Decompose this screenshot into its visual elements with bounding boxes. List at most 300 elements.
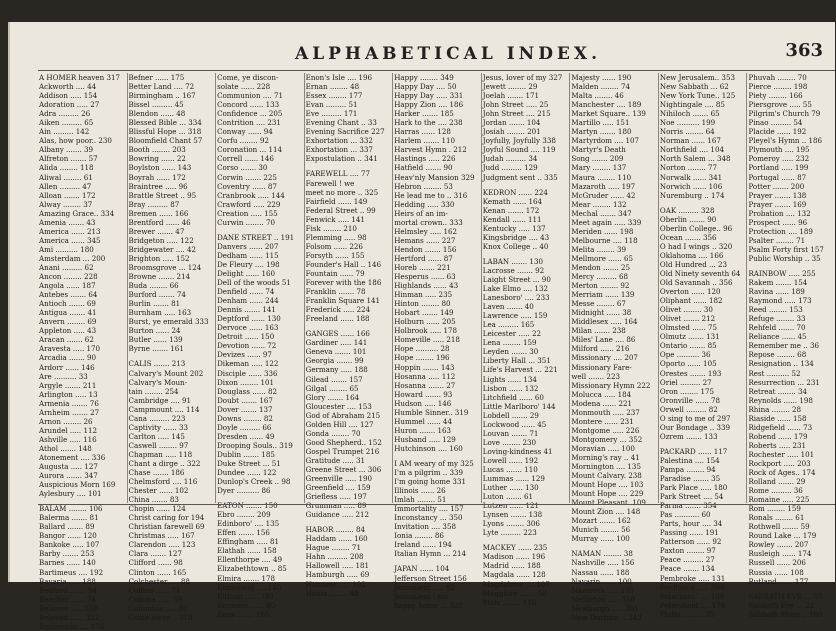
- index-entry: Aliwal ........ 61: [39, 172, 93, 182]
- index-entry: Reynolds ...... 198: [748, 395, 813, 405]
- index-entry: Norris ........ 64: [659, 127, 715, 137]
- index-entry: Hobart ....... 149: [394, 308, 454, 318]
- index-entry: Mechal ....... 347: [571, 208, 632, 218]
- index-entry: I AM weary of my 325: [394, 458, 474, 468]
- index-entry: Dennis ....... 141: [217, 305, 276, 315]
- index-entry: Bloomfield Chant 57: [128, 136, 203, 146]
- index-entry: Hants ........ 48: [305, 588, 359, 598]
- index-entry: Lake Elmo .... 132: [482, 284, 548, 294]
- index-entry: Rochester ..... 101: [748, 449, 815, 459]
- index-entry: Paxton ........ 97: [659, 546, 716, 556]
- index-entry: Rome ......... 36: [748, 486, 803, 496]
- index-entry: Glory ....... 164: [305, 392, 360, 402]
- index-entry: Overton ...... 120: [659, 287, 721, 297]
- index-entry: Athol ....... 148: [39, 443, 92, 453]
- index-entry: Riaside ...... 158: [748, 413, 807, 423]
- index-entry: Malden ........ 74: [571, 82, 630, 92]
- index-entry: Amazing Grace.. 334: [39, 208, 115, 218]
- index-entry: Hanover ..... 102: [305, 579, 366, 589]
- index-entry: Palestina .... 154: [659, 455, 720, 465]
- index-entry: Horeb ....... 221: [394, 262, 451, 272]
- index-entry: Collins ...... 71: [128, 585, 181, 595]
- index-entry: Christmas ..... 167: [128, 531, 195, 541]
- index-entry: Liberty Hall ... 351: [482, 356, 551, 366]
- index-entry: Franklin Square 141: [305, 296, 381, 306]
- index-entry: Hummel ...... 44: [394, 416, 452, 426]
- index-entry: Parts, hour .... 34: [659, 519, 723, 529]
- index-entry: Maggiore ....... 56: [482, 588, 547, 598]
- index-entry: Piersgrove ..... 55: [748, 100, 812, 110]
- index-entry: Blissful Hope ... 318: [128, 127, 202, 137]
- index-entry: John Street .... 215: [482, 109, 551, 119]
- index-entry: Hesperus ...... 63: [394, 272, 456, 282]
- index-entry: John Street ..... 25: [482, 100, 549, 110]
- index-entry: Better Land .... 72: [128, 82, 195, 92]
- index-entry: Lyte ......... 223: [482, 528, 537, 538]
- index-entry: Norwalk ...... 341: [659, 172, 723, 182]
- index-entry: Rockport ..... 203: [748, 458, 811, 468]
- index-entry: Hope .......... 28: [394, 344, 450, 354]
- index-entry: Bremen ...... 166: [128, 208, 189, 218]
- index-entry: mortal crown.. 333: [394, 217, 463, 227]
- index-entry: Alloan ....... 172: [39, 190, 96, 200]
- index-entry: Oporto ...... 105: [659, 359, 717, 369]
- index-entry: Life's Harvest ... 221: [482, 365, 558, 375]
- index-entry: Olmsted ...... 75: [659, 323, 717, 333]
- index-entry: Old Ninety seventh 64: [659, 268, 741, 278]
- index-entry: Humble Sinner.. 319: [394, 407, 469, 417]
- index-entry: Hertford ...... 87: [394, 253, 453, 263]
- index-entry: God of Abraham 215: [305, 410, 381, 420]
- index-entry: Chelmsford .... 116: [128, 477, 198, 487]
- index-entry: Dresden ...... 49: [217, 431, 275, 441]
- index-entry: PACKARD ...... 117: [659, 446, 728, 456]
- index-entry: Mount Hope .... 103: [571, 480, 644, 490]
- index-entry: JAPAN ...... 104: [394, 564, 450, 574]
- index-entry: Mozart ....... 162: [571, 516, 631, 526]
- index-entry: Germany ..... 188: [305, 365, 368, 375]
- index-entry: Barby ....... 253: [39, 549, 95, 559]
- index-entry: Balerma ....... 81: [39, 513, 99, 523]
- index-entry: LABAN ....... 130: [482, 256, 543, 266]
- index-entry: Ain ......... 142: [39, 127, 90, 137]
- index-entry: Russell ...... 206: [748, 558, 806, 568]
- index-entry: Guidance ..... 212: [305, 510, 369, 520]
- index-entry: Missionary .... 207: [571, 353, 638, 363]
- index-entry: Arcadia ....... 90: [39, 353, 97, 363]
- index-entry: Doubt ....... 167: [217, 395, 273, 405]
- index-entry: Cranbrook ..... 144: [217, 190, 285, 200]
- index-entry: Christian farewell 69: [128, 522, 205, 532]
- index-entry: Mount Hope .... 229: [571, 489, 644, 499]
- index-entry: Lanesboro' .... 233: [482, 293, 550, 303]
- index-entry: Mear ........ 132: [571, 199, 627, 209]
- index-entry: Nightingale .... 85: [659, 100, 725, 110]
- index-entry: Hebron ........ 53: [394, 181, 453, 191]
- index-entry: Conway ...... 94: [217, 127, 273, 137]
- index-entry: Hendon ....... 156: [394, 244, 457, 254]
- index-entry: Fountain ...... 79: [305, 268, 365, 278]
- index-entry: Nettleton ..... 350: [571, 594, 635, 604]
- index-entry: Hudson ..... 146: [394, 398, 452, 408]
- index-entry: Orwell ......... 82: [659, 404, 718, 414]
- index-column: [481, 73, 571, 607]
- index-entry: Imlah ........ 51: [394, 495, 447, 505]
- index-entry: Rest .......... 52: [748, 368, 801, 378]
- index-entry: Rhina ........ 28: [748, 404, 801, 414]
- index-entry: Elmswood .... 140: [217, 582, 282, 592]
- index-entry: Happy Day ..... 331: [394, 91, 464, 101]
- index-entry: Angola ...... 187: [39, 281, 96, 291]
- index-entry: Joyfully, Joyfully 338: [482, 136, 556, 146]
- index-entry: Rom ........ 159: [748, 504, 801, 514]
- index-entry: Messe ........ 67: [571, 299, 626, 309]
- index-entry: Harlem ....... 110: [394, 136, 456, 146]
- index-entry: Edinboro' .... 135: [217, 519, 280, 529]
- index-entry: Nazareth ..... 135: [571, 585, 635, 595]
- index-entry: Armenia ....... 76: [39, 398, 99, 408]
- index-entry: Louvan ....... 71: [482, 428, 539, 438]
- index-entry: Harker ....... 185: [394, 109, 454, 119]
- index-entry: Lobdell ....... 29: [482, 410, 539, 420]
- index-entry: Milan ....... 238: [571, 326, 626, 336]
- index-entry: Doyle ......... 66: [217, 422, 272, 432]
- index-entry: Corso ....... 30: [217, 163, 268, 173]
- index-entry: Portland ..... 199: [748, 163, 809, 173]
- index-entry: Evan ......... 51: [305, 100, 358, 110]
- index-entry: Exhortation ... 337: [305, 145, 373, 155]
- index-entry: Oberlin ....... 90: [659, 214, 717, 224]
- index-entry: I'm going home 331: [394, 477, 466, 487]
- index-entry: Campmount .... 114: [128, 404, 200, 414]
- index-entry: Hallowell ..... 181: [305, 561, 370, 571]
- index-entry: Christ caring for 194: [128, 513, 205, 523]
- index-entry: Milford ...... 216: [571, 344, 630, 354]
- index-entry: GANGES ...... 166: [305, 329, 370, 339]
- index-entry: Boyrah ...... 172: [128, 172, 186, 182]
- index-entry: Hemans ...... 227: [394, 235, 456, 245]
- index-entry: Benevento .... 176: [39, 621, 105, 631]
- index-entry: Manchester .... 189: [571, 100, 642, 110]
- index-entry: Rock of Ages.. 174: [748, 468, 816, 478]
- index-entry: Deptford ...... 130: [217, 314, 281, 324]
- index-entry: Hedding ..... 330: [394, 199, 455, 209]
- index-entry: Barnes ...... 140: [39, 558, 96, 568]
- index-entry: Hoppin ....... 143: [394, 362, 455, 372]
- index-entry: Gilead ....... 157: [305, 374, 363, 384]
- index-entry: Fenwick ..... 141: [305, 214, 365, 224]
- index-entry: Antebes ....... 64: [39, 290, 98, 300]
- index-entry: O had I wings .. 320: [659, 241, 733, 251]
- index-entry: Orestes ....... 193: [659, 368, 722, 378]
- index-entry: Jordan ....... 104: [482, 118, 541, 128]
- index-entry: Resignation .. 134: [748, 359, 814, 369]
- index-entry: KEDRON ...... 224: [482, 187, 548, 197]
- index-entry: Majesty ...... 190: [571, 73, 632, 82]
- index-entry: Round Lake ... 179: [748, 531, 817, 541]
- index-entry: Dunlop's Creek .. 98: [217, 477, 291, 487]
- index-entry: Lowell ...... 192: [482, 455, 539, 465]
- index-entry: Arundel ..... 112: [39, 425, 97, 435]
- index-entry: Philip ......... 35: [659, 609, 715, 619]
- index-entry: Aurora ....... 347: [39, 471, 98, 481]
- index-entry: Farewell ! we: [305, 178, 355, 188]
- index-entry: Bedford ....... 94: [39, 585, 98, 595]
- index-entry: Monmouth ..... 237: [571, 407, 640, 417]
- index-entry: Buda ........ 66: [128, 281, 179, 291]
- index-entry: Georgia ....... 99: [305, 356, 364, 366]
- index-entry: Bray ......... 87: [128, 199, 180, 209]
- index-entry: Hosanna ..... 112: [394, 371, 456, 381]
- index-entry: Dundee ...... 122: [217, 468, 277, 478]
- index-entry: O sing to me of 297: [659, 413, 731, 423]
- index-entry: Gratitude ..... 31: [305, 455, 366, 465]
- index-entry: Lyons ........ 306: [482, 519, 540, 529]
- index-entry: Invitation .... 358: [394, 522, 456, 532]
- index-entry: America ...... 345: [39, 235, 101, 245]
- index-entry: Greene Street ... 306: [305, 464, 382, 474]
- index-entry: Pas ........... 60: [659, 510, 711, 520]
- index-entry: Rutland ...... 177: [748, 576, 809, 586]
- index-entry: Byrne ....... 161: [128, 344, 184, 354]
- index-entry: Ancon ........ 228: [39, 272, 98, 282]
- index-entry: Lacrosse ....... 92: [482, 265, 545, 275]
- footer-rule: [38, 504, 835, 505]
- index-entry: Passing ...... 191: [659, 528, 719, 538]
- index-entry: Martyr's Death: [571, 145, 626, 155]
- index-entry: Jesus, lover of my 327: [482, 73, 563, 82]
- index-entry: Ami .......... 180: [39, 244, 94, 254]
- index-column: [215, 73, 305, 619]
- index-entry: Evening Sacrifice 227: [305, 127, 385, 137]
- index-entry: Reed ........ 153: [748, 305, 803, 315]
- index-entry: Josiah ........ 201: [482, 127, 541, 137]
- index-entry: Old Hundred ... 23: [659, 259, 728, 269]
- index-entry: Dikeman ..... 122: [217, 359, 279, 369]
- index-entry: Coronation ... 114: [217, 145, 283, 155]
- index-entry: Rothwell ....... 59: [748, 522, 810, 532]
- index-entry: Pembroke ..... 131: [659, 573, 726, 583]
- index-entry: Beloved ...... 322: [39, 612, 100, 622]
- index-entry: Ozrem ....... 133: [659, 431, 718, 441]
- index-entry: Gospel Trumpet 216: [305, 446, 380, 456]
- index-entry: Merriam ...... 139: [571, 290, 635, 300]
- index-entry: Bartimeus .... 192: [39, 567, 104, 577]
- index-entry: Booth ........ 203: [128, 145, 186, 155]
- index-entry: Martyn ....... 180: [571, 127, 632, 137]
- index-entry: Maura ........ 110: [571, 172, 632, 182]
- index-entry: Oronville ...... 78: [659, 395, 720, 405]
- index-entry: Jerusalem ! my: [394, 591, 449, 601]
- index-entry: Martillo ..... 151: [571, 118, 630, 128]
- index-entry: Remember me .. 36: [748, 341, 819, 351]
- index-entry: Haddam ...... 160: [305, 534, 368, 544]
- index-entry: Lynsen ....... 138: [482, 510, 543, 520]
- index-entry: De Fleury .... 198: [217, 259, 280, 269]
- index-entry: Franklin ....... 78: [305, 287, 366, 297]
- index-column: [569, 73, 659, 622]
- index-entry: BALAM ........ 106: [39, 504, 103, 514]
- index-entry: Helmsley ..... 162: [394, 226, 458, 236]
- index-entry: Dell of the woods 51: [217, 278, 291, 288]
- index-entry: Chant a dirge .. 322: [128, 458, 201, 468]
- index-entry: Burlin ....... 81: [128, 299, 181, 309]
- index-entry: CALIS ....... 213: [128, 359, 186, 369]
- index-entry: well ....... 223: [571, 371, 620, 381]
- index-entry: Coloma ...... 59: [128, 594, 183, 604]
- index-entry: New Durham .. 343: [571, 612, 642, 622]
- index-entry: Prayer ....... 169: [748, 199, 807, 209]
- index-entry: Jefferson Street 156: [394, 573, 467, 583]
- index-entry: Kemath ...... 164: [482, 196, 543, 206]
- index-entry: Corwin ....... 225: [217, 172, 277, 182]
- index-entry: Come, ye discon-: [217, 73, 279, 82]
- index-entry: EATON ....... 150: [217, 501, 278, 511]
- index-entry: Expostulation .. 341: [305, 154, 378, 164]
- index-entry: Caswell ........ 97: [128, 440, 189, 450]
- index-entry: China ....... 83: [128, 495, 179, 505]
- index-entry: Madrid ...... 188: [482, 561, 541, 571]
- index-entry: Contrition .... 231: [217, 118, 281, 128]
- index-entry: Mendon ....... 25: [571, 262, 631, 272]
- index-entry: Gonda ........ 70: [305, 428, 361, 438]
- index-entry: Resurrection ... 231: [748, 377, 820, 387]
- index-entry: Mount Calvary. 238: [571, 471, 642, 481]
- index-entry: Malta ........ 46: [571, 91, 624, 101]
- index-entry: Federal Street .. 99: [305, 205, 376, 215]
- index-entry: Dover ....... 137: [217, 404, 273, 414]
- index-entry: meet no more .. 325: [305, 187, 379, 197]
- index-entry: Missionary Fare-: [571, 362, 632, 372]
- index-entry: Ronals ........ 61: [748, 513, 805, 523]
- index-entry: Old Savannah .. 356: [659, 278, 733, 288]
- index-entry: Sabbath Eve ... 22: [748, 600, 815, 610]
- index-entry: Magdala ...... 128: [482, 570, 546, 580]
- index-entry: Boylston ...... 143: [128, 163, 192, 173]
- index-entry: Laight Street ... 90: [482, 274, 551, 284]
- index-entry: Arnon ........ 26: [39, 416, 93, 426]
- index-page: [8, 22, 835, 631]
- index-entry: Hague ........ 71: [305, 543, 361, 553]
- index-entry: Olivet ........ 30: [659, 305, 713, 315]
- index-entry: New Jerusalem.. 353: [659, 73, 735, 82]
- index-entry: Denham ...... 244: [217, 296, 279, 306]
- index-entry: Protection .... 189: [748, 226, 813, 236]
- index-entry: Bridgeton ..... 122: [128, 235, 194, 245]
- index-entry: Correll ...... 146: [217, 154, 274, 164]
- index-entry: Lucas ....... 110: [482, 464, 538, 474]
- index-entry: Montgome ..... 226: [571, 425, 640, 435]
- index-entry: Alida ........ 118: [39, 163, 94, 173]
- index-entry: Greenville ..... 190: [305, 474, 373, 484]
- index-entry: Kingsbridge .... 43: [482, 232, 550, 242]
- index-entry: NAMAN ........ 38: [571, 549, 633, 559]
- index-entry: Danvers ...... 207: [217, 241, 279, 251]
- index-entry: Chapman ..... 118: [128, 449, 193, 459]
- index-entry: Pinao ......... 54: [748, 118, 803, 128]
- index-entry: Mount Zion .... 148: [571, 507, 641, 517]
- index-entry: Bissel ......... 45: [128, 100, 184, 110]
- index-entry: Braintree ..... 96: [128, 181, 188, 191]
- index-entry: Laven ....... 40: [482, 302, 534, 312]
- index-entry: Fairfield ...... 149: [305, 196, 368, 206]
- index-entry: Anani ......... 62: [39, 262, 94, 272]
- index-entry: Noe .......... 199: [659, 118, 716, 128]
- index-entry: Gloucester .... 153: [305, 401, 372, 411]
- index-entry: Mount Pleasant. 109: [571, 498, 646, 508]
- index-entry: Nashville ..... 156: [571, 558, 635, 568]
- index-entry: Antioch ....... 69: [39, 299, 96, 309]
- index-entry: Jewett ........ 29: [482, 82, 538, 92]
- index-entry: Lights ...... 134: [482, 374, 537, 384]
- index-entry: Huron ....... 163: [394, 425, 452, 435]
- index-entry: Birmingham .. 167: [128, 91, 196, 101]
- index-entry: Judah ......... 34: [482, 154, 538, 164]
- index-entry: Are .......... 33: [39, 371, 88, 381]
- index-entry: Essex ........ 177: [305, 91, 363, 101]
- index-columns: [38, 73, 835, 631]
- index-entry: Happy Zion .... 186: [394, 100, 464, 110]
- index-entry: Luton ....... 61: [482, 492, 534, 502]
- index-entry: Peterboro' .... 106: [659, 591, 725, 601]
- index-entry: Amenia ....... 43: [39, 217, 96, 227]
- index-entry: Bowring ...... 22: [128, 154, 186, 164]
- index-entry: Immortality .... 157: [394, 504, 464, 514]
- index-entry: happy home ... 328: [394, 600, 463, 610]
- index-entry: Delight ...... 160: [217, 268, 276, 278]
- index-entry: Munich ........ 56: [571, 525, 631, 535]
- index-entry: tain ........ 254: [128, 386, 179, 396]
- index-entry: Ridgefield ...... 73: [748, 422, 813, 432]
- index-entry: Olivet ....... 212: [659, 314, 716, 324]
- index-entry: Meriden ...... 198: [571, 226, 634, 236]
- index-entry: Devizes ...... 97: [217, 350, 272, 360]
- index-entry: Ernan ........ 48: [305, 82, 360, 92]
- index-entry: Burst, ye emerald 333: [128, 317, 209, 327]
- index-entry: Communion .... 71: [217, 91, 284, 101]
- page-header: [10, 40, 835, 70]
- index-entry: Enon's Isle .... 196: [305, 73, 373, 82]
- index-entry: Brewer ....... 47: [128, 226, 185, 236]
- index-entry: Devotion ...... 72: [217, 341, 277, 351]
- index-entry: Hinman ..... 235: [394, 290, 453, 300]
- index-entry: Aiken ......... 65: [39, 118, 94, 128]
- index-entry: Clara ....... 127: [128, 549, 182, 559]
- index-entry: Refuge ........ 33: [748, 314, 806, 324]
- index-entry: Ravina ...... 189: [748, 287, 805, 297]
- index-entry: RAINBOW ..... 255: [748, 268, 816, 278]
- index-entry: Leyden ....... 30: [482, 347, 539, 357]
- index-entry: Happy ........ 349: [394, 73, 454, 82]
- index-entry: Melbourne .... 118: [571, 235, 638, 245]
- index-entry: HABOR ........ 84: [305, 525, 366, 535]
- index-entry: Allen ......... 47: [39, 181, 92, 191]
- index-entry: Chester ...... 102: [128, 486, 189, 496]
- index-entry: Jerusalem ..... 92: [394, 582, 456, 592]
- index-entry: Ellenthorpe .... 49: [217, 555, 282, 565]
- index-entry: Paradise ....... 35: [659, 474, 721, 484]
- index-entry: Calvary's Moun-: [128, 377, 188, 387]
- index-entry: Aylesbury .... 101: [39, 489, 102, 499]
- index-entry: Golden Hill .... 127: [305, 419, 374, 429]
- index-entry: Penitence ..... 304: [659, 582, 725, 592]
- index-entry: Arnheim ....... 27: [39, 407, 100, 417]
- index-entry: Bavaria ..... 188: [39, 576, 96, 586]
- index-entry: Ireland ...... 194: [394, 540, 452, 550]
- index-entry: Detroit ...... 150: [217, 332, 275, 342]
- index-entry: Miles' Lane .... 86: [571, 335, 636, 345]
- index-entry: Moravian ..... 100: [571, 443, 635, 453]
